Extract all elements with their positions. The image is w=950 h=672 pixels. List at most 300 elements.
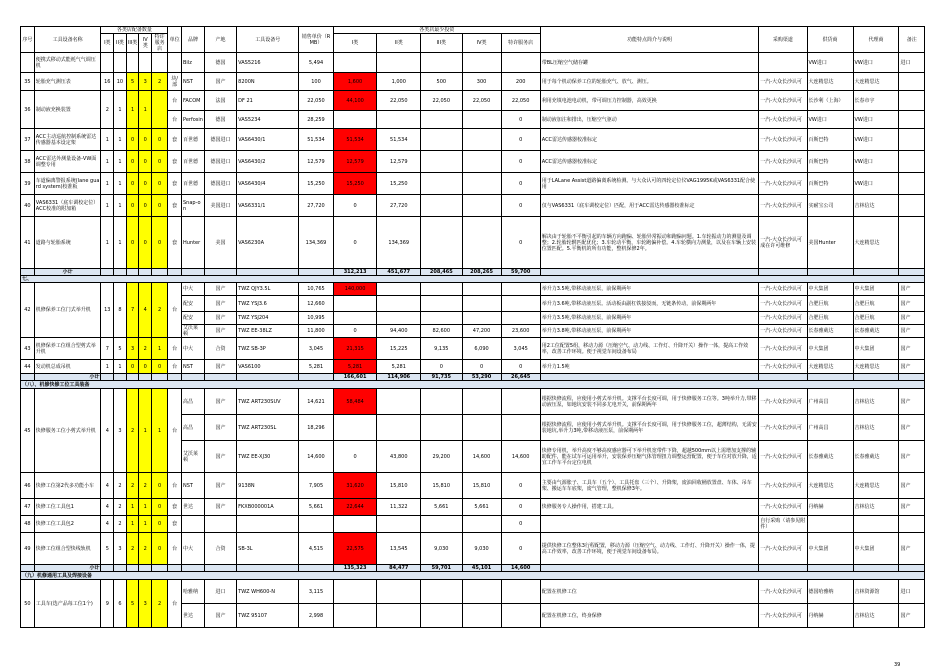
item-seq: 40 [21,195,35,217]
item-agent: VW进口 [853,111,899,129]
item-channel: 一汽-大众长沙认可 [759,173,807,195]
qty-sp: 0 [152,360,168,374]
cost-1: 31,620 [333,473,377,499]
qty-2: 5 [114,338,127,360]
cost-3: 15,810 [421,473,462,499]
qty-4: 0 [139,129,152,151]
subtotal-c4: 208,265 [462,269,501,276]
cost-sp: 0 [501,473,540,499]
qty-1: 4 [101,473,114,499]
cost-2: 11,322 [377,499,421,516]
item-supplier: 大连精思达 [807,73,853,91]
subtotal-c2: 451,677 [377,269,421,276]
item-brand: 世达 [181,604,204,628]
item-func: 利用充填电池电动机，带可调压力控制器，高效更换 [540,91,758,111]
header-c3: III类 [421,34,462,53]
item-brand: NST [181,473,204,499]
item-seq: 37 [21,129,35,151]
cost-sp: 200 [501,73,540,91]
item-seq: 47 [21,499,35,516]
qty-1: 9 [101,580,114,628]
cost-1: 5,281 [333,360,377,374]
cost-3: 9,135 [421,338,462,360]
cost-2: 27,720 [377,195,421,217]
item-unit: 套 [168,499,182,516]
item-name: 车道偏离警报系统(lane guard system)校准板 [34,173,101,195]
item-remark: 进口 [899,580,925,604]
qty-2: 8 [114,283,127,338]
item-remark: 国产 [899,415,925,441]
item-price: 4,515 [299,533,333,565]
header-supplier: 供货商 [807,27,853,53]
qty-4: 2 [139,473,152,499]
cost-1: 21,315 [333,338,377,360]
qty-sp: 0 [152,499,168,516]
item-price: 27,720 [299,195,333,217]
item-remark: 国产 [899,296,925,312]
subtotal-c3: 59,701 [421,565,462,572]
subtotal-c2: 114,906 [377,374,421,381]
item-channel: 一汽-大众长沙认可 [759,441,807,473]
table-row [21,283,925,296]
item-origin: 国产 [204,441,236,473]
item-name: 便携式移动式能耗气气调压机 [34,53,101,73]
qty-sp: 0 [152,533,168,565]
header-price: 销售单价（RMB） [299,27,333,53]
subtotal-row [21,565,925,572]
item-brand: 艾沃莱顿 [181,441,204,473]
item-origin: 国产 [204,473,236,499]
item-supplier: 美国Hunter [807,217,853,269]
item-func: 举升力1.5吨 [540,360,758,374]
qty-4: 1 [139,516,152,533]
item-seq: 41 [21,217,35,269]
cost-sp: 0 [501,151,540,173]
cost-3: 82,600 [421,325,462,338]
item-brand: 中大 [181,533,204,565]
item-func: 举升力3.5吨,带移动液压泵，前保期两年 [540,312,758,325]
item-seq: 35 [21,73,35,91]
item-brand: 百世德 [181,151,204,173]
subtotal-row [21,374,925,381]
item-origin: 法国 [204,91,236,111]
qty-sp: 0 [152,473,168,499]
item-agent: VW进口 [853,151,899,173]
qty-4: 2 [139,533,152,565]
item-origin: 德国 [204,53,236,73]
item-price: 51,534 [299,129,333,151]
qty-4: 2 [139,338,152,360]
item-origin: 国产 [204,73,236,91]
item-brand: Hunter [181,217,204,269]
cost-sp: 3,045 [501,338,540,360]
cost-3: 5,661 [421,499,462,516]
item-model: FKXB000001A [237,499,299,516]
subtotal-c1: 166,601 [333,374,377,381]
item-name: 工具车(选产品每工位1个) [34,580,101,628]
cost-4: 6,090 [462,338,501,360]
cost-sp: 0 [501,111,540,129]
qty-3: 0 [126,217,139,269]
item-unit: 台 [168,473,182,499]
qty-3: 0 [126,173,139,195]
qty-4: 1 [139,91,152,129]
cost-2: 12,579 [377,151,421,173]
cost-sp: 23,600 [501,325,540,338]
item-agent: 吉林信达 [853,499,899,516]
item-name: ACC主动巡航控制系统雷达传感器基本设定架 [34,129,101,151]
item-model: TWZ YSJ204 [237,312,299,325]
table-row [21,580,925,604]
item-brand: 高昌 [181,415,204,441]
item-unit: 套 [168,516,182,533]
table-row [21,73,925,91]
item-supplier: 百斯巴特 [807,173,853,195]
item-func: 用于每个机动保养工位的轮胎充气、放气、测压。 [540,73,758,91]
item-remark: 国产 [899,533,925,565]
cost-1: 1,600 [333,73,377,91]
subtotal-label: 小计 [34,374,101,381]
item-unit: 台 [168,283,182,338]
cost-4: 5,661 [462,499,501,516]
qty-sp: 1 [152,338,168,360]
item-price: 22,050 [299,91,333,111]
item-channel: 一汽-大众长沙认可 [759,389,807,415]
item-model: VAS6331/1 [237,195,299,217]
item-model: VAS6430/4 [237,173,299,195]
item-model: TWZ ART230SL [237,415,299,441]
item-channel: 一汽-大众长沙认可 [759,338,807,360]
item-supplier: 百斯巴特 [807,129,853,151]
item-name: 道路与轮胎系统 [34,217,101,269]
qty-4: 3 [139,580,152,628]
item-supplier: 长春雅葳达 [807,325,853,338]
header-s2: II类 [114,34,127,53]
item-price: 18,296 [299,415,333,441]
item-channel: 一汽-大众长沙认可 [759,91,807,111]
qty-sp: 0 [152,173,168,195]
header-seq: 序号 [21,27,35,53]
item-brand: Bilz [181,53,204,73]
item-channel: 一汽-大众长沙认可 [759,312,807,325]
item-unit: 套 [168,151,182,173]
item-unit: 套 [168,195,182,217]
cost-sp: 0 [501,499,540,516]
cost-1: 22,575 [333,533,377,565]
section-title: （九）机修通用工具及焊接设备 [21,572,925,580]
equipment-table-sheet [20,26,925,628]
item-supplier: 百斯巴特 [807,151,853,173]
item-func: 快修服务专人操作用，搭建工具。 [540,499,758,516]
item-brand: NST [181,73,204,91]
subtotal-c3: 91,735 [421,374,462,381]
item-agent: VW进口 [853,173,899,195]
item-supplier: 长春雅葳达 [807,441,853,473]
item-model: TWZ QJY3.5L [237,283,299,296]
page-number: 39 [894,662,901,668]
item-supplier: VW进口 [807,53,853,73]
item-func: 用于LALane Assist道路偏离系统检测。与大众认可的四轮定位仪VAG1995K或VAS6331配合使用 [540,173,758,195]
qty-3: 5 [126,73,139,91]
item-model: VAS6430/2 [237,151,299,173]
item-seq: 42 [21,283,35,338]
item-brand: FACOM [181,91,204,111]
item-origin: 德国进口 [204,151,236,173]
item-agent: 吉林信达 [853,604,899,628]
qty-1: 5 [101,533,114,565]
cost-sp: 0 [501,217,540,269]
item-price: 7,905 [299,473,333,499]
qty-1: 4 [101,516,114,533]
qty-1: 4 [101,499,114,516]
header-origin: 产地 [204,27,236,53]
item-unit: 台 [168,389,182,473]
item-origin: 国产 [204,283,236,296]
qty-1: 16 [101,73,114,91]
qty-3: 0 [126,360,139,374]
qty-2: 1 [114,173,127,195]
item-supplier: 长沙利（上海） [807,91,853,111]
cost-1: 22,644 [333,499,377,516]
table-row [21,499,925,516]
item-model: TWZ EE-38LZ [237,325,299,338]
item-remark: 国产 [899,338,925,360]
item-supplier: 德国哈雅纳 [807,580,853,604]
header-c2: II类 [377,34,421,53]
item-func: 仅与VAS6331（底车调校定位）匹配，用于ACC雷达传感器校准标定 [540,195,758,217]
item-origin: 美国 [204,217,236,269]
item-price: 3,045 [299,338,333,360]
item-seq: 50 [21,580,35,628]
header-s3: III类 [126,34,139,53]
qty-sp: 0 [152,151,168,173]
cost-1: 0 [333,325,377,338]
item-channel: 一汽-大众长沙认可 [759,325,807,338]
item-supplier: 大连精思达 [807,473,853,499]
qty-3: 1 [126,91,139,129]
cost-3: 29,200 [421,441,462,473]
item-supplier: VW进口 [807,111,853,129]
qty-2: 1 [114,360,127,374]
item-name: VAS6331（底车调校定位）ACC校准的附加箱 [34,195,101,217]
item-name: 快修工位第2代多功能小车 [34,473,101,499]
item-brand: 中大 [181,338,204,360]
qty-3: 2 [126,389,139,473]
cost-2: 15,810 [377,473,421,499]
table-row [21,338,925,360]
item-channel: 一汽-大众长沙认可 [759,151,807,173]
qty-2: 2 [114,473,127,499]
item-func: 举升力3.6吨,带移动液压泵。活动板由副杠铁接驳而，无链条传动，前保期两年 [540,296,758,312]
qty-1: 13 [101,283,114,338]
qty-4: 0 [139,151,152,173]
subtotal-c4: 53,290 [462,374,501,381]
item-origin: 进口 [204,580,236,604]
item-price: 5,281 [299,360,333,374]
item-supplier: 实耐宝公司 [807,195,853,217]
item-agent: VW进口 [853,53,899,73]
qty-1: 4 [101,389,114,473]
qty-3: 5 [126,580,139,628]
cost-sp: 14,600 [501,441,540,473]
item-name: 机修保养工位门式举升机 [34,283,101,338]
item-agent: 吉林信达 [853,195,899,217]
item-origin: 国产 [204,415,236,441]
item-name: 机修保养工位组合型剪式举升机 [34,338,101,360]
table-row [21,389,925,415]
qty-3: 2 [126,473,139,499]
cost-2: 94,400 [377,325,421,338]
item-name: 制动液充换装置 [34,91,101,129]
item-func: 制动液加注和排出，压缩空气驱动 [540,111,758,129]
item-price: 28,259 [299,111,333,129]
item-price: 10,765 [299,283,333,296]
item-price: 5,494 [299,53,333,73]
item-origin: 国产 [204,389,236,415]
qty-3: 1 [126,516,139,533]
item-func: 主要由气源胀子、工具车（五个）、工具托盘（三个）、升降架，废油回收桶放置盘、车体、吊车架、搬运车车底架，废气管理，整机保修3年。 [540,473,758,499]
cost-sp: 22,050 [501,91,540,111]
cost-2: 5,281 [377,360,421,374]
item-remark: 国产 [899,325,925,338]
item-seq: 44 [21,360,35,374]
subtotal-label: 小计 [34,269,101,276]
cost-sp: 0 [501,516,540,533]
qty-3: 3 [126,338,139,360]
item-agent: 大连精思达 [853,73,899,91]
item-name: ACC雷达外测量设备-VW面调整专用 [34,151,101,173]
item-model: TWZ EE-XJ30 [237,441,299,473]
subtotal-csp: 59,700 [501,269,540,276]
item-origin: 国产 [204,312,236,325]
item-model: VAS5234 [237,111,299,129]
qty-2: 2 [114,499,127,516]
qty-2: 1 [114,91,127,129]
item-func: 配置在机修工位，终身保修 [540,604,758,628]
item-unit: 套 [168,173,182,195]
qty-4: 1 [139,389,152,473]
qty-sp: 0 [152,516,168,533]
subtotal-csp: 14,600 [501,565,540,572]
item-brand: NST [181,360,204,374]
qty-2: 1 [114,195,127,217]
cost-4: 0 [462,360,501,374]
item-func: 举升力3.5吨,带移动液压泵，前保期两年 [540,283,758,296]
item-agent: VW进口 [853,129,899,151]
item-brand: 配安 [181,296,204,312]
qty-4: 3 [139,73,152,91]
cost-sp: 0 [501,129,540,151]
qty-sp: 2 [152,283,168,338]
cost-2: 22,050 [377,91,421,111]
item-unit: 套 [168,217,182,269]
header-remark: 备注 [899,27,925,53]
cost-4: 300 [462,73,501,91]
qty-2: 6 [114,580,127,628]
qty-4: 0 [139,217,152,269]
cost-1: 15,250 [333,173,377,195]
cost-4: 22,050 [462,91,501,111]
item-seq: 48 [21,516,35,533]
item-model: TWZ ART230SUV [237,389,299,415]
cost-2: 1,000 [377,73,421,91]
item-brand: 高昌 [181,389,204,415]
item-remark: 国产 [899,604,925,628]
item-brand: 哈雅纳 [181,580,204,604]
subtotal-c1: 312,213 [333,269,377,276]
item-supplier: 合肥巨航 [807,312,853,325]
subtotal-csp: 26,645 [501,374,540,381]
item-supplier: 大连精思达 [807,360,853,374]
item-unit: 台 [168,533,182,565]
item-channel: 一汽-大众长沙认可 [759,604,807,628]
cost-1: 0 [333,195,377,217]
qty-1: 1 [101,217,114,269]
item-unit: 台 [168,580,182,628]
item-price: 10,995 [299,312,333,325]
cost-2: 15,225 [377,338,421,360]
item-seq: 43 [21,338,35,360]
item-price: 5,661 [299,499,333,516]
item-channel: 一汽-大众长沙认可 [759,283,807,296]
item-seq: 46 [21,473,35,499]
qty-2: 1 [114,129,127,151]
header-c1: I类 [333,34,377,53]
item-agent: 大连精思达 [853,473,899,499]
qty-1: 1 [101,129,114,151]
item-name: 发动机总成吊机 [34,360,101,374]
item-agent: 合肥巨航 [853,296,899,312]
cost-1: 0 [333,441,377,473]
item-agent: 长春雅葳达 [853,325,899,338]
qty-sp: 0 [152,195,168,217]
header-s4: IV类 [139,34,152,53]
qty-1: 2 [101,91,114,129]
item-supplier: 丹纳赫 [807,499,853,516]
table-row [21,516,925,533]
qty-4: 4 [139,283,152,338]
header-s1: I类 [101,34,114,53]
table-row [21,129,925,151]
item-seq: 45 [21,389,35,473]
qty-2: 1 [114,217,127,269]
qty-3: 0 [126,151,139,173]
qty-sp: 2 [152,580,168,628]
item-channel: 一汽-大众长沙认可 [759,129,807,151]
header-c4: IV类 [462,34,501,53]
qty-3: 0 [126,129,139,151]
cost-4: 47,200 [462,325,501,338]
item-remark: 国产 [899,312,925,325]
item-origin: 德国进口 [204,129,236,151]
table-row [21,53,925,73]
qty-4: 1 [139,499,152,516]
cost-3: 0 [421,360,462,374]
item-unit: 台 [168,360,182,374]
table-row [21,533,925,565]
item-supplier: 合肥巨航 [807,296,853,312]
cost-1: 58,484 [333,389,377,415]
item-origin: 国产 [204,604,236,628]
item-channel: 一汽-大众长沙认可 [759,499,807,516]
header-name: 工具设备名称 [34,27,101,53]
subtotal-c3: 208,465 [421,269,462,276]
cost-3: 22,050 [421,91,462,111]
item-channel: 一汽-大众长沙认可 [759,415,807,441]
item-agent: 吉林信达 [853,415,899,441]
item-supplier: 中大集团 [807,338,853,360]
header-func: 功能特点简介与说明 [540,27,758,53]
